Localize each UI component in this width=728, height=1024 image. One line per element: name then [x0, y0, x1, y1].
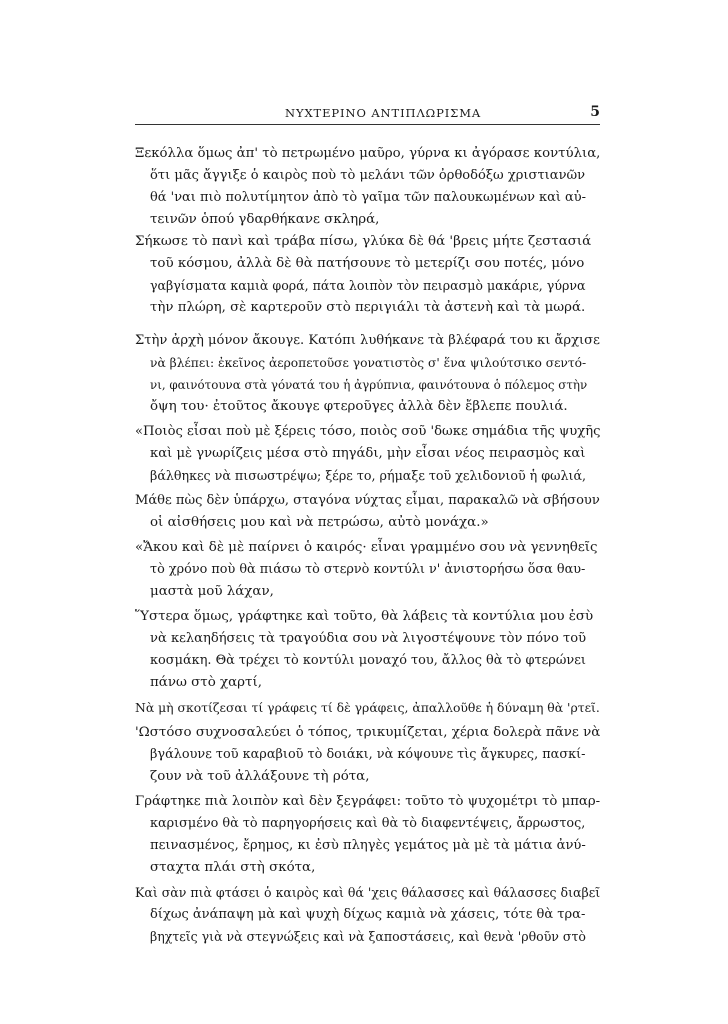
text-line: ὅτι μᾶς ἄγγιξε ὁ καιρὸς ποὺ τὸ μελάνι τῶν ὀρθοδόξω χριστιανῶν	[150, 168, 586, 183]
section-2	[135, 330, 600, 948]
text-line: πεινασμένος, ἔρημος, κι ἐσὺ πληγὲς γεμάτος μὰ μὲ τὰ μάτια ἀνύ-	[150, 838, 586, 853]
text-line: μαστὰ μοῦ λάχαν,	[150, 584, 274, 599]
page-number: 5	[590, 104, 600, 120]
text-line: καρισμένο θὰ τὸ παρηγορήσεις καὶ θὰ τὸ διαφεντέψεις, ἄρρωστος,	[150, 816, 586, 831]
text-line: νὰ βλέπει: ἐκεῖνος ἀεροπετοῦσε γονατιστὸς σ' ἕνα ψιλούτσικο σεντό-	[150, 356, 587, 370]
text-line: ζουν νὰ τοῦ ἀλλάξουνε τὴ ρότα,	[150, 769, 370, 784]
text-line: δίχως ἀνάπαψη μὰ καὶ ψυχὴ δίχως καμιὰ νὰ χάσεις, τότε θὰ τρα-	[150, 907, 586, 922]
stanza	[135, 722, 600, 788]
text-line: τεινῶν ὁπού γδαρθήκανε σκληρά,	[150, 212, 380, 227]
text-line: τὴν πλώρη, σὲ καρτεροῦν στὸ περιγιάλι τὰ ἀστενὴ καὶ τὰ μωρά.	[150, 300, 586, 315]
stanza	[135, 697, 600, 719]
text-line: οἱ αἰσθήσεις μου καὶ νὰ πετρώσω, αὐτὸ μονάχα.»	[150, 515, 489, 530]
text-line: θά 'ναι πιὸ πολυτίμητον ἀπὸ τὸ γαῖμα τῶν παλουκωμένων καὶ αὐ-	[150, 190, 587, 205]
stanza	[135, 882, 600, 948]
text-line: σταχτα πλάι στὴ σκότα,	[150, 860, 316, 875]
header-rule	[135, 124, 600, 125]
text-line: Καὶ σὰν πιὰ φτάσει ὁ καιρὸς καὶ θά 'χεις θάλασσες καὶ θάλασσες διαβεῖ	[135, 885, 601, 900]
text-line: βάλθηκες νὰ πισωστρέψω; ξέρε το, ρήμαξε τοῦ χελιδονιοῦ ἡ φωλιά,	[150, 468, 587, 483]
text-line: Ὕστερα ὅμως, γράφτηκε καὶ τοῦτο, θὰ λάβεις τὰ κοντύλια μου ἐσὺ	[135, 609, 594, 624]
text-line: «Ἄκου καὶ δὲ μὲ παίρνει ὁ καιρός· εἶναι γραμμένο σου νὰ γεννηθεῖς	[135, 540, 598, 555]
text-line: πάνω στὸ χαρτί,	[150, 675, 262, 690]
text-line: Μάθε πὼς δὲν ὑπάρχω, σταγόνα νύχτας εἶμαι, παρακαλῶ νὰ σβήσουν	[135, 493, 600, 508]
text-line: βγάλουνε τοῦ καραβιοῦ τὸ δοιάκι, νὰ κόψουνε τὶς ἄγκυρες, πασκί-	[150, 747, 586, 762]
text-line: ὄψη του· ἐτοῦτος ἄκουγε φτεροῦγες ἀλλὰ δὲν ἔβλεπε πουλιά.	[150, 399, 568, 414]
text-line: γαβγίσματα καμιὰ φορά, πάτα λοιπὸν τὸν πειρασμὸ μακάριε, γύρνα	[150, 278, 586, 293]
text-line: βηχτεῖς γιὰ νὰ στεγνώξεις καὶ νὰ ξαποστάσεις, καὶ θενὰ 'ρθοῦν στὸ	[150, 929, 586, 944]
stanza	[135, 330, 600, 418]
text-line: Στὴν ἀρχὴ μόνον ἄκουγε. Κατόπι λυθήκανε τὰ βλέφαρά του κι ἄρχισε	[135, 333, 600, 348]
text-line: Γράφτηκε πιὰ λοιπὸν καὶ δὲν ξεγράφει: τοῦτο τὸ ψυχομέτρι τὸ μπαρ-	[135, 794, 601, 809]
text-line: Σήκωσε τὸ πανὶ καὶ τράβα πίσω, γλύκα δὲ θά 'βρεις μήτε ζεστασιά	[135, 234, 592, 249]
page-header	[135, 106, 600, 122]
text-line: 'Ωστόσο συχνοσαλεύει ὁ τόπος, τρικυμίζεται, χέρια δολερὰ πᾶνε νὰ	[135, 725, 601, 740]
text-line: Ξεκόλλα ὅμως ἀπ' τὸ πετρωμένο μαῦρο, γύρνα κι ἀγόρασε κοντύλια,	[135, 146, 601, 161]
stanza	[135, 421, 600, 487]
stanza	[135, 231, 600, 319]
text-line: νὰ κελαηδήσεις τὰ τραγούδια σου νὰ λιγοστέψουνε τὸν πόνο τοῦ	[150, 631, 587, 646]
text-line: καὶ μὲ γνωρίζεις μέσα στὸ πηγάδι, μὴν εἶσαι νέος πειρασμὸς καὶ	[150, 446, 586, 461]
section-1	[135, 143, 600, 319]
text-line: νι, φαινότουνα στὰ γόνατά του ἡ ἀγρύπνια, φαινότουνα ὁ πόλεμος στὴν	[150, 378, 588, 392]
stanza	[135, 537, 600, 603]
text-line: Νὰ μὴ σκοτίζεσαι τί γράφεις τί δὲ γράφεις, ἀπαλλοῦθε ἡ δύναμη θὰ 'ρτεῖ.	[135, 700, 600, 715]
stanza	[135, 490, 600, 534]
running-title: ΝΥΧΤΕΡΙΝΟ ΑΝΤΙΠΛΩΡΙΣΜΑ	[285, 106, 482, 120]
stanza	[135, 791, 600, 879]
text-line: τοῦ κόσμου, ἀλλὰ δὲ θὰ πατήσουνε τὸ μετερίζι σου ποτές, μόνο	[150, 256, 585, 271]
stanza	[135, 143, 600, 231]
text-line: «Ποιὸς εἶσαι ποὺ μὲ ξέρεις τόσο, ποιὸς σοῦ 'δωκε σημάδια τῆς ψυχῆς	[135, 424, 601, 439]
text-line: κοσμάκη. Θὰ τρέχει τὸ κοντύλι μοναχό του, ἄλλος θὰ τὸ φτερώνει	[150, 653, 586, 668]
text-line: τὸ χρόνο ποὺ θὰ πιάσω τὸ στερνὸ κοντύλι ν' ἀνιστορήσω ὅσα θαυ-	[150, 562, 586, 577]
stanza	[135, 606, 600, 694]
